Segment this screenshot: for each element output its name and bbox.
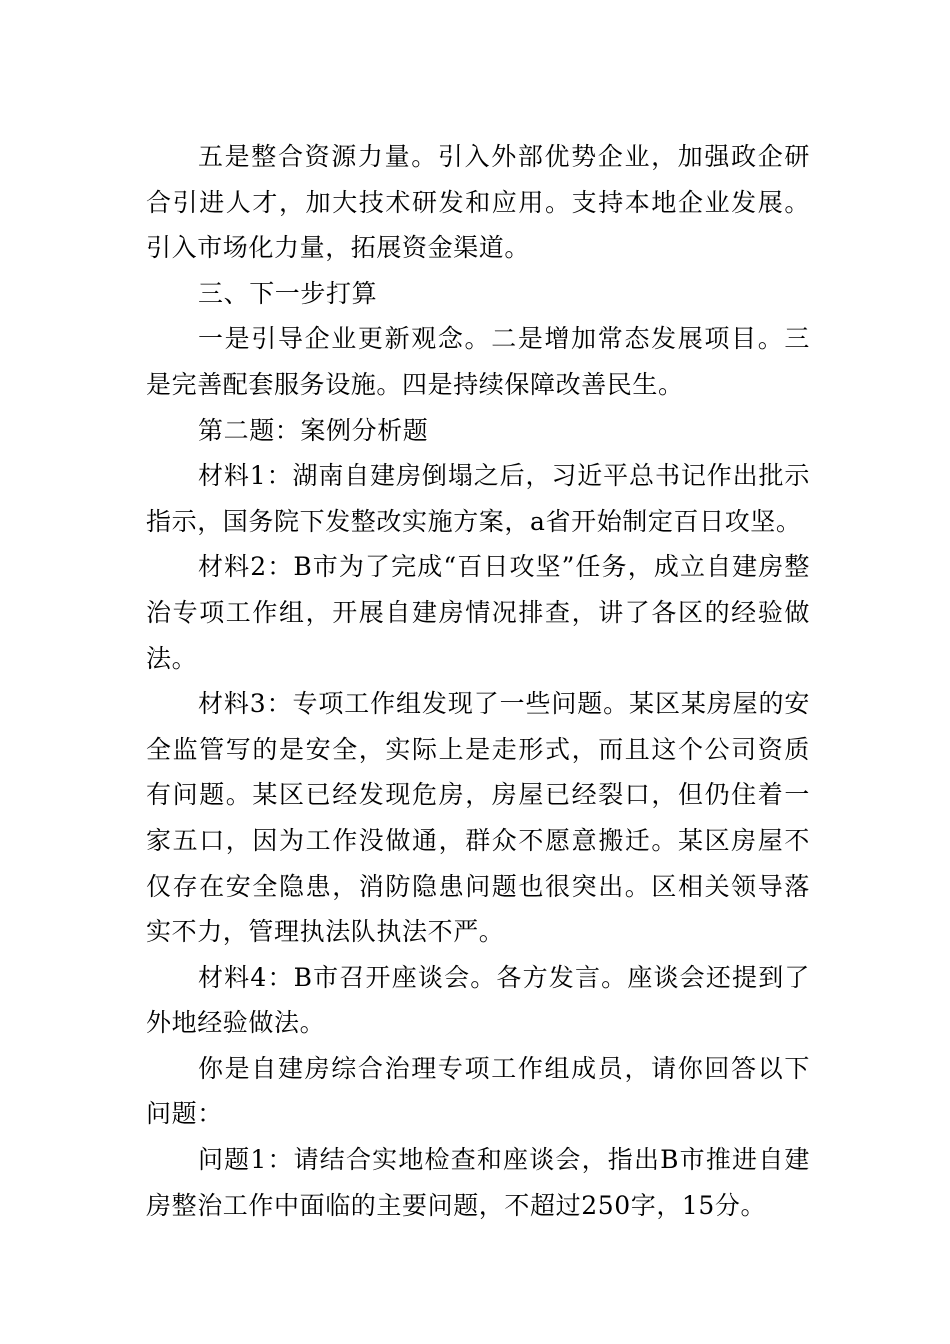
material-1-paragraph: 材料1：湖南自建房倒塌之后，习近平总书记作出批示指示，国务院下发整改实施方案，a省开始制定百日攻坚。	[146, 461, 810, 536]
document-body	[146, 134, 810, 1228]
paragraph-next-steps: 一是引导企业更新观念。二是增加常态发展项目。三是完善配套服务设施。四是持续保障改善民生。	[146, 324, 810, 399]
material-2-paragraph: 材料2：B市为了完成“百日攻坚”任务，成立自建房整治专项工作组，开展自建房情况排查，讲了各区的经验做法。	[146, 552, 810, 673]
question-heading-case-analysis: 第二题：案例分析题	[198, 415, 429, 445]
role-instruction-paragraph: 你是自建房综合治理专项工作组成员，请你回答以下问题：	[146, 1053, 810, 1129]
question-1-paragraph: 问题1：请结合实地检查和座谈会，指出B市推进自建房整治工作中面临的主要问题，不超过250字，15分。	[146, 1145, 810, 1220]
material-3-paragraph: 材料3：专项工作组发现了一些问题。某区某房屋的安全监管写的是安全，实际上是走形式，而且这个公司资质有问题。某区已经发现危房，房屋已经裂口，但仍住着一家五口，因为工作没做通，群众不愿意搬迁。某区房屋不仅存在安全隐患，消防隐患问题也很突出。区相关领导落实不力，管理执法队执法不严。	[146, 689, 810, 947]
paragraph-integrate-resources: 五是整合资源力量。引入外部优势企业，加强政企研合引进人才，加大技术研发和应用。支持本地企业发展。引入市场化力量，拓展资金渠道。	[146, 142, 810, 263]
material-4-paragraph: 材料4：B市召开座谈会。各方发言。座谈会还提到了外地经验做法。	[146, 962, 810, 1038]
section-heading-next-steps: 三、下一步打算	[198, 278, 378, 308]
